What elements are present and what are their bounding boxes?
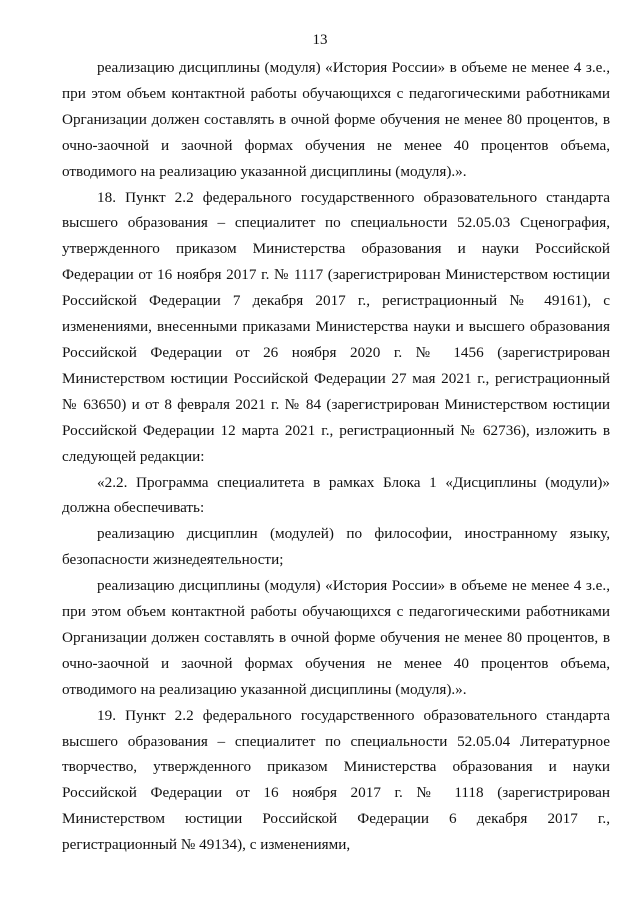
- document-body: [62, 55, 610, 858]
- page-number: 13: [312, 32, 328, 48]
- paragraph-quoted-2-2: «2.2. Программа специалитета в рамках Блока 1 «Дисциплины (модули)» должна обеспечивать:: [62, 473, 610, 517]
- paragraph-history-module-continued: реализацию дисциплины (модуля) «История России» в объеме не менее 4 з.е., при этом объем контактной работы обучающихся с педагогическими работниками Организации должен составлять в очной форме обучения не менее 80 процентов, в очно-заочной и заочной формах обучения не менее 40 процентов объема, отводимого на реализацию указанной дисциплины (модуля).».: [62, 59, 610, 180]
- paragraph-history-module: реализацию дисциплины (модуля) «История России» в объеме не менее 4 з.е., при этом объем контактной работы обучающихся с педагогическими работниками Организации должен составлять в очной форме обучения не менее 80 процентов, в очно-заочной и заочной формах обучения не менее 40 процентов объема, отводимого на реализацию указанной дисциплины (модуля).».: [62, 577, 610, 698]
- paragraph-disciplines-list: реализацию дисциплин (модулей) по философии, иностранному языку, безопасности жизнедеятельности;: [62, 525, 610, 569]
- paragraph-item-19: 19. Пункт 2.2 федерального государственного образовательного стандарта высшего образования – специалитет по специальности 52.05.04 Литературное творчество, утвержденного приказом Министерства образования и науки Российской Федерации от 16 ноября 2017 г. № 1118 (зарегистрирован Министерством юстиции Российской Федерации 6 декабря 2017 г., регистрационный № 49134), с изменениями,: [62, 706, 610, 854]
- paragraph-item-18: 18. Пункт 2.2 федерального государственного образовательного стандарта высшего образования – специалитет по специальности 52.05.03 Сценография, утвержденного приказом Министерства образования и науки Российской Федерации от 16 ноября 2017 г. № 1117 (зарегистрирован Министерством юстиции Российской Федерации 7 декабря 2017 г., регистрационный № 49161), с изменениями, внесенными приказами Министерства науки и высшего образования Российской Федерации от 26 ноября 2020 г. № 1456 (зарегистрирован Министерством юстиции Российской Федерации 27 мая 2021 г., регистрационный № 63650) и от 8 февраля 2021 г. № 84 (зарегистрирован Министерством юстиции Российской Федерации 12 марта 2021 г., регистрационный № 62736), изложить в следующей редакции:: [62, 188, 610, 465]
